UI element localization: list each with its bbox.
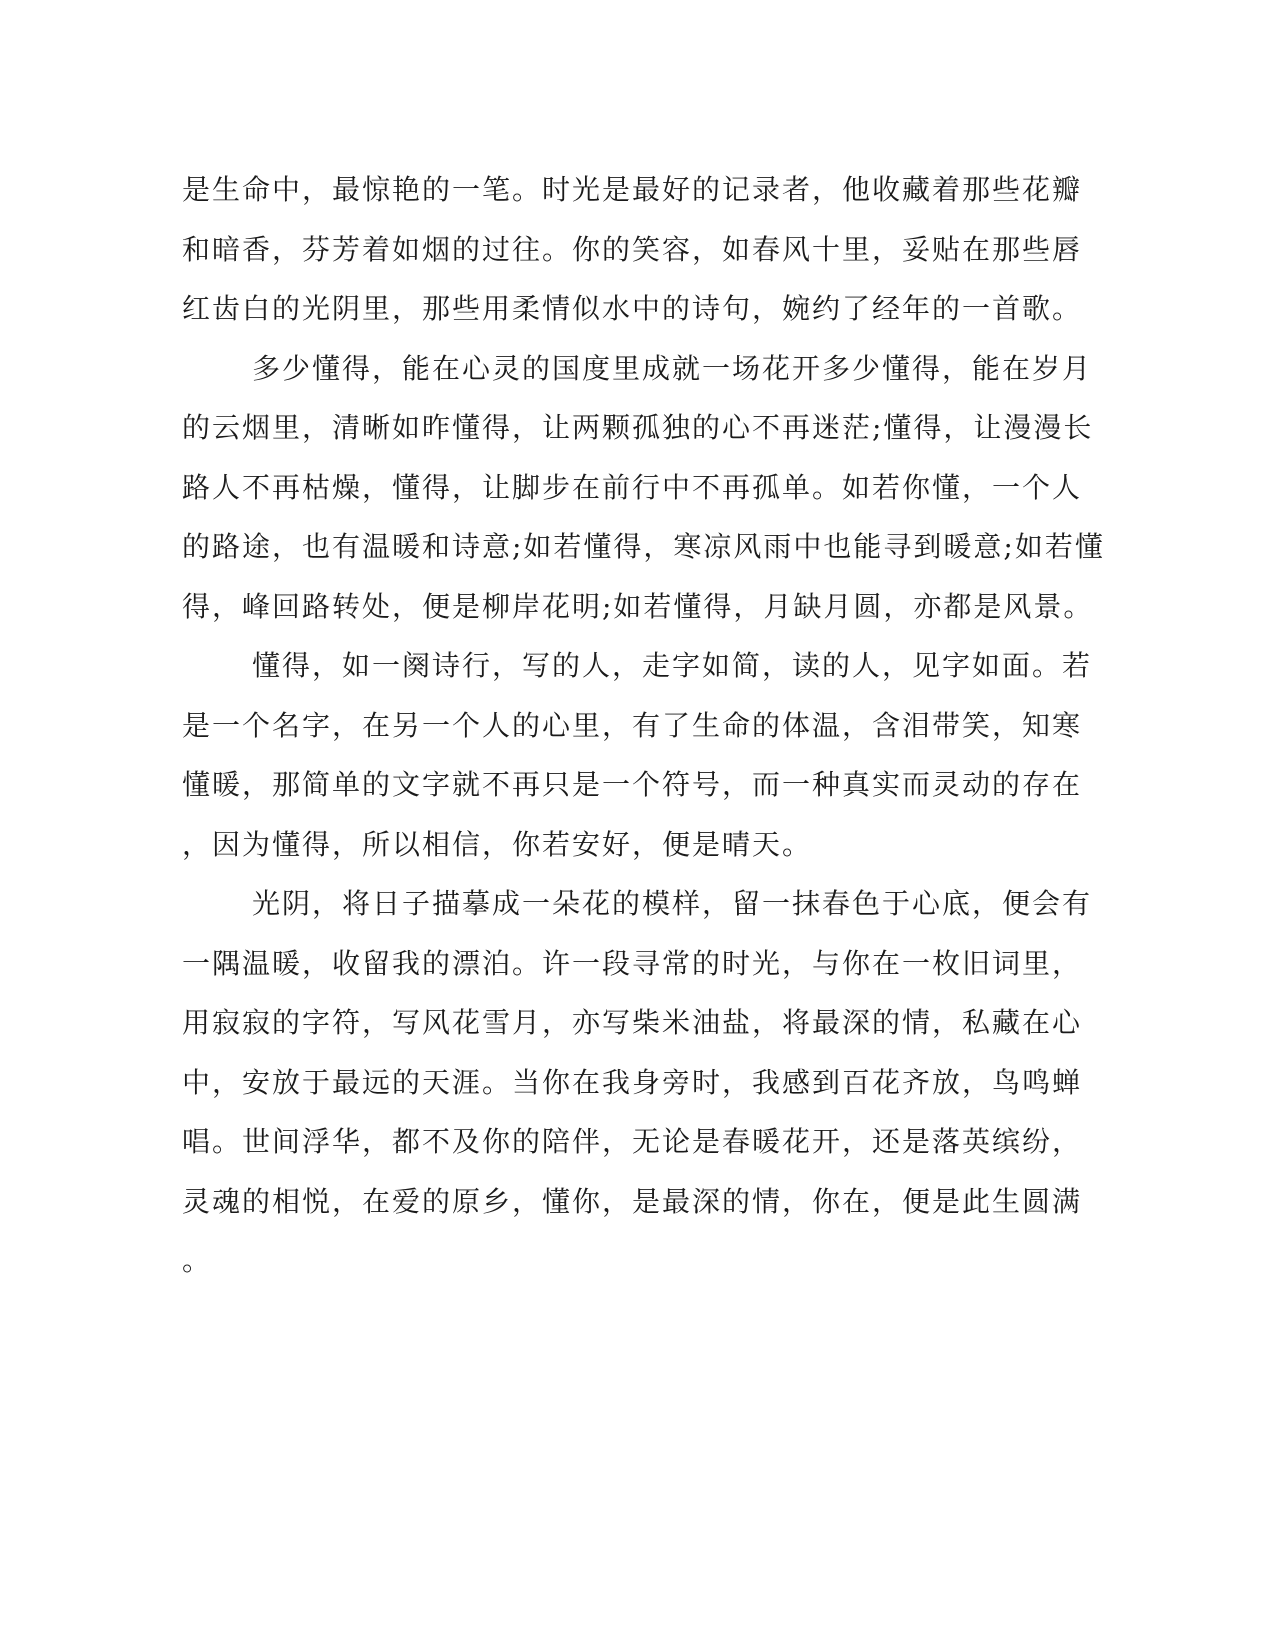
text-line: 光阴，将日子描摹成一朵花的模样，留一抹春色于心底，便会有 (252, 887, 1093, 920)
text-line: 是一个名字，在另一个人的心里，有了生命的体温，含泪带笑，知寒 (182, 708, 1083, 742)
text-line: 一隅温暖，收留我的漂泊。许一段寻常的时光，与你在一枚旧词里， (182, 946, 1083, 980)
text-line: 多少懂得，能在心灵的国度里成就一场花开多少懂得，能在岁月 (252, 351, 1093, 385)
paragraph-1 (182, 160, 1083, 339)
text-line: 懂暖，那简单的文字就不再只是一个符号，而一种真实而灵动的存在 (182, 768, 1083, 801)
paragraph-3 (182, 636, 1093, 874)
text-line: 的云烟里，清晰如昨懂得，让两颗孤独的心不再迷茫;懂得，让漫漫长 (182, 411, 1094, 444)
text-line: 是生命中，最惊艳的一笔。时光是最好的记录者，他收藏着那些花瓣 (182, 173, 1083, 206)
text-line: 红齿白的光阴里，那些用柔情似水中的诗句，婉约了经年的一首歌。 (182, 292, 1083, 325)
text-line: 的路途，也有温暖和诗意;如若懂得，寒凉风雨中也能寻到暖意;如若懂 (182, 530, 1105, 563)
paragraph-4 (182, 874, 1093, 1291)
text-line: 中，安放于最远的天涯。当你在我身旁时，我感到百花齐放，鸟鸣蝉 (182, 1065, 1083, 1099)
text-line: 懂得，如一阕诗行，写的人，走字如简，读的人，见字如面。若 (252, 649, 1093, 682)
text-line: 路人不再枯燥，懂得，让脚步在前行中不再孤单。如若你懂，一个人 (182, 470, 1083, 504)
text-line: ，因为懂得，所以相信，你若安好，便是晴天。 (182, 827, 813, 861)
text-line: 用寂寂的字符，写风花雪月，亦写柴米油盐，将最深的情，私藏在心 (182, 1006, 1083, 1039)
paragraph-2 (182, 339, 1105, 637)
text-line: 唱。世间浮华，都不及你的陪伴，无论是春暖花开，还是落英缤纷， (182, 1125, 1083, 1158)
text-line: 和暗香，芬芳着如烟的过往。你的笑容，如春风十里，妥贴在那些唇 (182, 232, 1083, 266)
text-line: 。 (182, 1244, 213, 1277)
text-line: 得，峰回路转处，便是柳岸花明;如若懂得，月缺月圆，亦都是风景。 (182, 589, 1094, 623)
text-line: 灵魂的相悦，在爱的原乡，懂你，是最深的情，你在，便是此生圆满 (182, 1184, 1083, 1218)
document-body (182, 160, 1105, 1291)
